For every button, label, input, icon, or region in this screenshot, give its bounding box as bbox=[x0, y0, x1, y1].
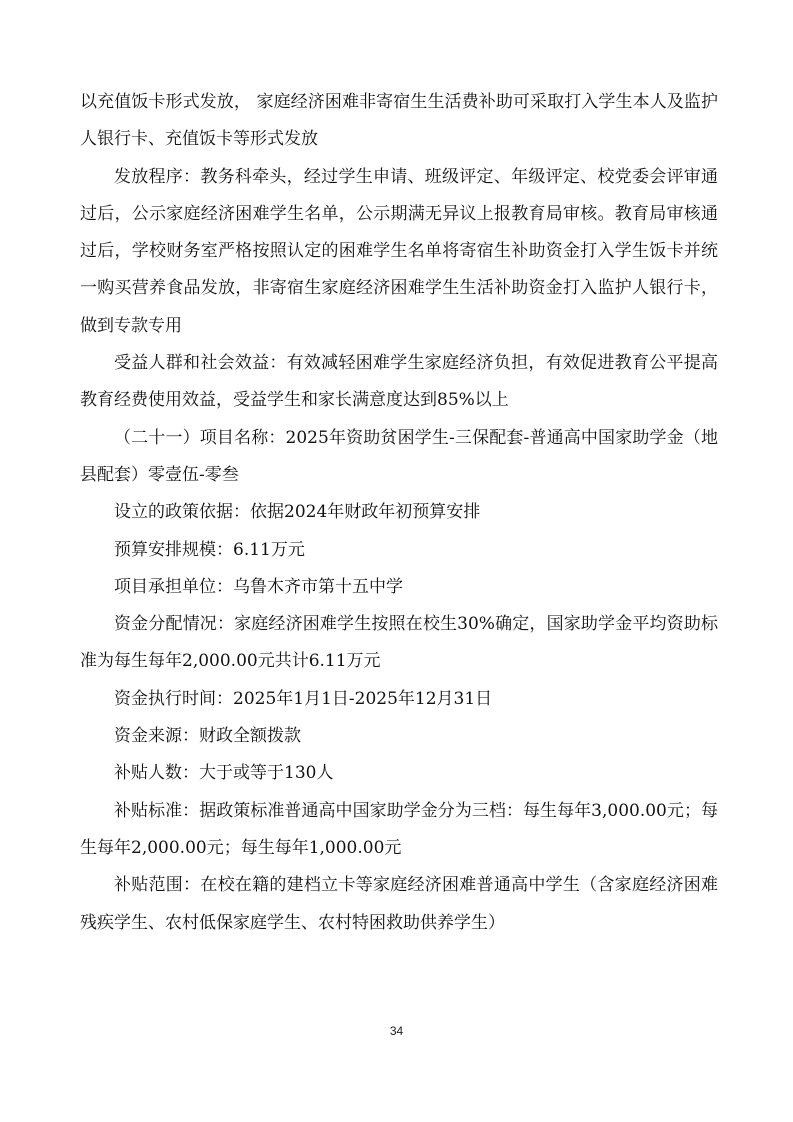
section-heading: （二十一）项目名称：2025年资助贫困学生-三保配套-普通高中国家助学金（地县配套）零壹伍-零叁 bbox=[80, 427, 718, 485]
paragraph: 以充值饭卡形式发放， 家庭经济困难非寄宿生生活费补助可采取打入学生本人及监护人银行卡、充值饭卡等形式发放 bbox=[80, 92, 718, 150]
paragraph: 补贴标准：据政策标准普通高中国家助学金分为三档：每生每年3,000.00元；每生每年2,000.00元；每生每年1,000.00元 bbox=[80, 800, 718, 858]
paragraph: 预算安排规模：6.11万元 bbox=[114, 539, 305, 560]
paragraph: 受益人群和社会效益：有效减轻困难学生家庭经济负担，有效促进教育公平提高教育经费使用效益，受益学生和家长满意度达到85%以上 bbox=[80, 353, 718, 411]
paragraph: 发放程序：教务科牵头，经过学生申请、班级评定、年级评定、校党委会评审通过后，公示家庭经济困难学生名单，公示期满无异议上报教育局审核。教育局审核通过后，学校财务室严格按照认定的困难学生名单将寄宿生补助资金打入学生饭卡并统一购买营养食品发放，非寄宿生家庭经济困难学生生活补助资金打入监护人银行卡，做到专款专用 bbox=[80, 166, 718, 336]
paragraph: 资金执行时间：2025年1月1日-2025年12月31日 bbox=[114, 688, 493, 709]
paragraph: 资金来源：财政全额拨款 bbox=[114, 726, 301, 747]
document-body bbox=[80, 84, 718, 942]
paragraph: 补贴人数：大于或等于130人 bbox=[114, 763, 334, 784]
paragraph: 资金分配情况：家庭经济困难学生按照在校生30%确定，国家助学金平均资助标准为每生每年2,000.00元共计6.11万元 bbox=[80, 614, 718, 672]
page-number: 34 bbox=[389, 1024, 404, 1038]
paragraph: 补贴范围：在校在籍的建档立卡等家庭经济困难普通高中学生（含家庭经济困难残疾学生、农村低保家庭学生、农村特困救助供养学生） bbox=[80, 875, 718, 933]
paragraph: 项目承担单位：乌鲁木齐市第十五中学 bbox=[114, 576, 403, 597]
paragraph: 设立的政策依据：依据2024年财政年初预算安排 bbox=[114, 502, 481, 523]
